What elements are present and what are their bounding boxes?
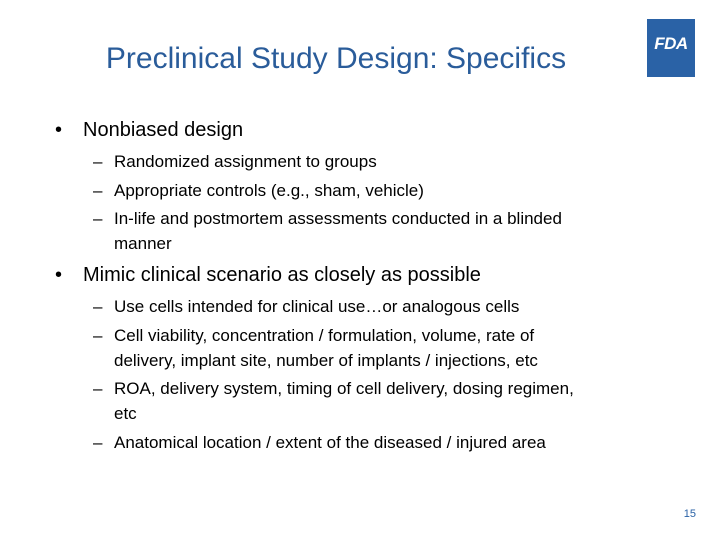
sub-text: Appropriate controls (e.g., sham, vehicle) <box>114 181 424 200</box>
sub-text: Randomized assignment to groups <box>114 152 377 171</box>
sub-text: delivery, implant site, number of implants / injections, etc <box>114 351 538 370</box>
page-number: 15 <box>683 508 696 520</box>
sub-text: ROA, delivery system, timing of cell delivery, dosing regimen, <box>114 379 574 398</box>
sub-marker: – <box>93 379 103 398</box>
sub-marker: – <box>93 152 103 171</box>
bullet-text: Nonbiased design <box>83 119 244 141</box>
sub-marker: – <box>93 433 103 452</box>
sub-text: manner <box>114 234 172 253</box>
sub-text: etc <box>114 404 137 423</box>
bullet-marker: • <box>55 119 63 141</box>
sub-marker: – <box>93 297 103 316</box>
sub-marker: – <box>93 181 103 200</box>
sub-marker: – <box>93 326 103 345</box>
sub-marker: – <box>93 209 103 228</box>
sub-text: Anatomical location / extent of the diseased / injured area <box>114 433 546 452</box>
sub-text: Cell viability, concentration / formulation, volume, rate of <box>114 326 535 345</box>
sub-text: In-life and postmortem assessments conducted in a blinded <box>114 209 562 228</box>
bullet-marker: • <box>55 264 63 286</box>
slide-title: Preclinical Study Design: Specifics <box>105 42 567 75</box>
fda-logo-text: FDA <box>654 34 688 53</box>
bullet-text: Mimic clinical scenario as closely as possible <box>83 264 481 286</box>
sub-text: Use cells intended for clinical use…or analogous cells <box>114 297 520 316</box>
